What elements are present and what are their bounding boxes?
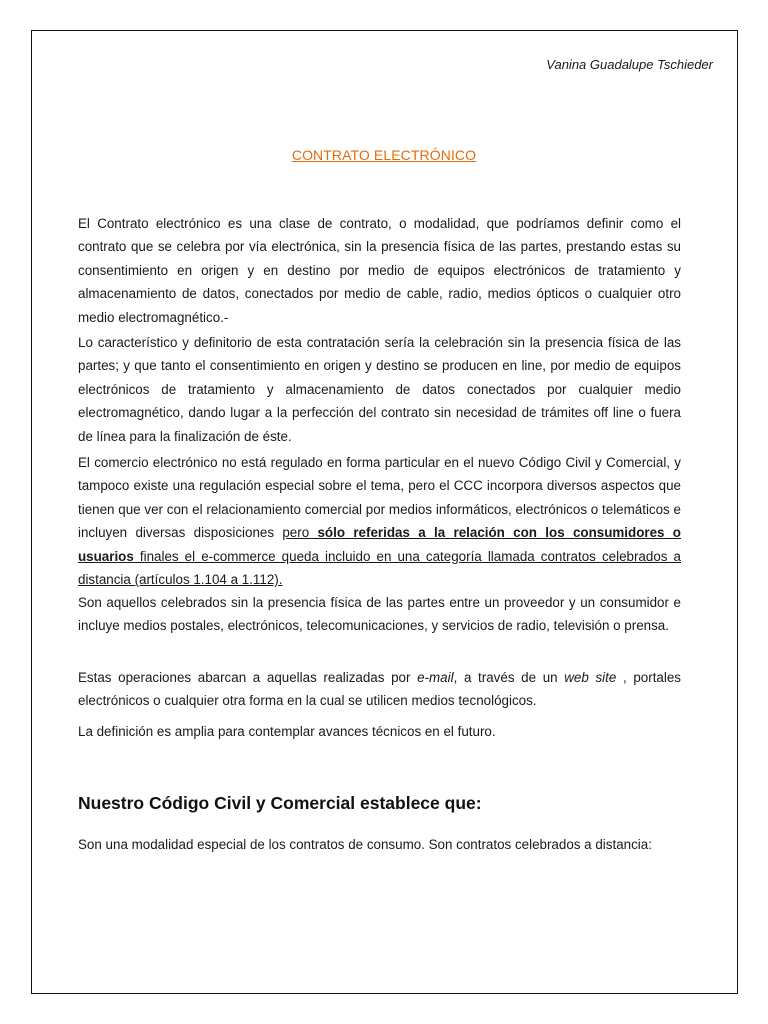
paragraph-definition-scope: La definición es amplia para contemplar avances técnicos en el futuro. [78, 724, 496, 739]
paragraph-consumer-contracts: Son una modalidad especial de los contratos de consumo. Son contratos celebrados a distancia: [78, 837, 652, 852]
website-term: web site [564, 670, 617, 685]
paragraph-characteristics: Lo característico y definitorio de esta contratación sería la celebración sin la presencia física de las partes; y que tanto el consentimiento en origen y destino se producen en line, por medio de equipos electrónicos de tratamiento y almacenamiento de datos conectados por cualquier medio electromagnético, dando lugar a la perfección del contrato sin necesidad de trámites off line o fuera de línea para la finalización de éste. [78, 335, 681, 444]
operations-text-2: , a través de un [453, 670, 565, 685]
paragraph-regulation [78, 451, 681, 591]
paragraph-distance-contracts: Son aquellos celebrados sin la presencia física de las partes entre un proveedor y un consumidor e incluye medios postales, electrónicos, telecomunicaciones, y servicios de radio, televisión o prensa. [78, 595, 681, 634]
author-name: Vanina Guadalupe Tschieder [546, 57, 713, 72]
paragraph-operations [78, 666, 681, 713]
document-title: CONTRATO ELECTRÓNICO [291, 147, 477, 163]
section-heading: Nuestro Código Civil y Comercial establece que: [78, 793, 482, 813]
operations-text-1: Estas operaciones abarcan a aquellas realizadas por [78, 670, 418, 685]
operations-text-3: , portales electrónicos o cualquier otra forma en la cual se utilicen medios tecnológicos. [78, 670, 681, 709]
regulation-underlined-lead: pero [282, 525, 318, 541]
paragraph-definition: El Contrato electrónico es una clase de contrato, o modalidad, que podríamos definir como el contrato que se celebra por vía electrónica, sin la presencia física de las partes, prestando estas su consentimiento en origen y en destino por medio de equipos electrónicos de tratamiento y almacenamiento de datos, conectados por medio de cable, radio, medios ópticos o cualquier otro medio electromagnético.- [78, 216, 681, 325]
regulation-bold-emphasis: sólo referidas a la relación con los consumidores o usuarios [78, 525, 681, 564]
regulation-text: El comercio electrónico no está regulado en forma particular en el nuevo Código Civil y Comercial, y tampoco existe una regulación especial sobre el tema, pero el CCC incorpora diversos aspectos que tienen que ver con el relacionamiento comercial por medios informáticos, electrónicos o telemáticos e incluyen diversas disposiciones [78, 455, 681, 541]
regulation-underlined-tail: finales el e-commerce queda incluido en una categoría llamada contratos celebrados a distancia (artículos 1.104 a 1.112). [78, 548, 681, 588]
email-term: e-mail [417, 670, 454, 685]
